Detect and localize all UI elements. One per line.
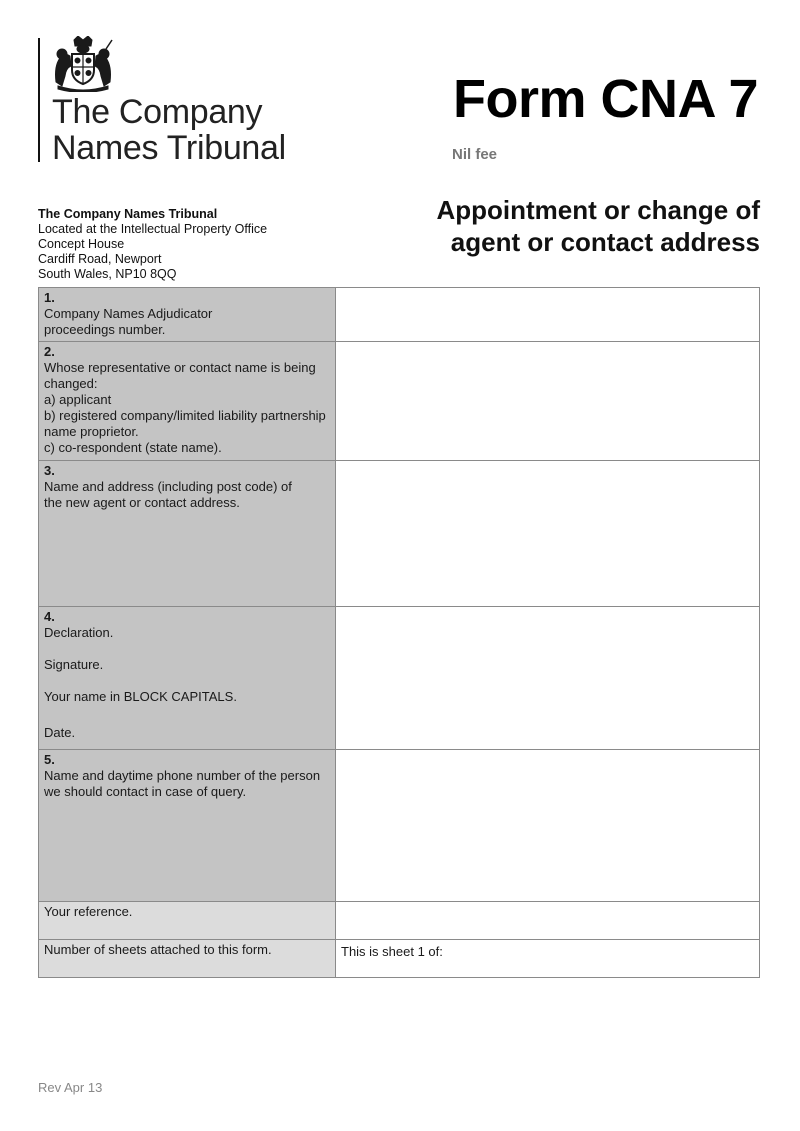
sheets-row: [39, 940, 760, 978]
reference-row: [39, 902, 760, 940]
address-title: The Company Names Tribunal: [38, 207, 218, 221]
section-number: 4.: [44, 609, 55, 624]
representative-field[interactable]: [336, 342, 760, 461]
section-1-label: [39, 288, 336, 342]
section-text: Name and address (including post code) of: [44, 479, 292, 494]
section-3-label: [39, 461, 336, 607]
spacer: [44, 705, 330, 725]
fee-label: Nil fee: [452, 146, 498, 163]
declaration-text: Declaration.: [44, 625, 114, 640]
form-subtitle: [436, 194, 760, 258]
section-4-label: [39, 607, 336, 750]
section-5-label: [39, 750, 336, 902]
section-text: b) registered company/limited liability partnership: [44, 408, 326, 423]
tribunal-address: [38, 207, 267, 282]
section-text: Name and daytime phone number of the person: [44, 768, 321, 783]
spacer: [44, 673, 330, 689]
section-2-row: [39, 342, 760, 461]
section-text: we should contact in case of query.: [44, 784, 247, 799]
spacer: [44, 641, 330, 657]
signature-text: Signature.: [44, 657, 104, 672]
section-5-row: [39, 750, 760, 902]
form-table: [38, 287, 760, 978]
date-text: Date.: [44, 725, 76, 740]
proceedings-number-field[interactable]: [336, 288, 760, 342]
section-number: 5.: [44, 752, 55, 767]
address-line: Located at the Intellectual Property Office: [38, 222, 268, 236]
section-number: 1.: [44, 290, 55, 305]
address-line: Concept House: [38, 237, 125, 251]
sheets-label: Number of sheets attached to this form.: [39, 940, 336, 978]
org-name-line1: The Company: [52, 93, 263, 131]
section-text: c) co-respondent (state name).: [44, 440, 222, 455]
form-title: Form CNA 7: [452, 69, 758, 129]
section-text: name proprietor.: [44, 424, 139, 439]
section-2-label: [39, 342, 336, 461]
address-line: Cardiff Road, Newport: [38, 252, 162, 266]
sheets-field[interactable]: [336, 940, 760, 978]
section-number: 3.: [44, 463, 55, 478]
revision-label: Rev Apr 13: [38, 1080, 103, 1095]
royal-coat-of-arms-icon: [50, 36, 116, 92]
logo-divider: [38, 38, 40, 162]
section-number: 2.: [44, 344, 55, 359]
section-text: proceedings number.: [44, 322, 166, 337]
contact-person-field[interactable]: [336, 750, 760, 902]
section-3-row: [39, 461, 760, 607]
reference-field[interactable]: [336, 902, 760, 940]
section-text: a) applicant: [44, 392, 112, 407]
section-text: Whose representative or contact name is being: [44, 360, 316, 375]
section-text: the new agent or contact address.: [44, 495, 240, 510]
new-agent-address-field[interactable]: [336, 461, 760, 607]
section-4-row: [39, 607, 760, 750]
address-line: South Wales, NP10 8QQ: [38, 267, 177, 281]
org-name-line2: Names Tribunal: [52, 129, 286, 167]
declaration-field[interactable]: [336, 607, 760, 750]
org-name: [52, 94, 286, 166]
section-text: changed:: [44, 376, 98, 391]
sheet-count-text: This is sheet 1 of:: [341, 944, 443, 959]
subtitle-line2: agent or contact address: [450, 227, 760, 257]
section-text: Company Names Adjudicator: [44, 306, 213, 321]
section-1-row: [39, 288, 760, 342]
block-capitals-text: Your name in BLOCK CAPITALS.: [44, 689, 237, 704]
reference-label: Your reference.: [39, 902, 336, 940]
subtitle-line1: Appointment or change of: [436, 195, 760, 225]
